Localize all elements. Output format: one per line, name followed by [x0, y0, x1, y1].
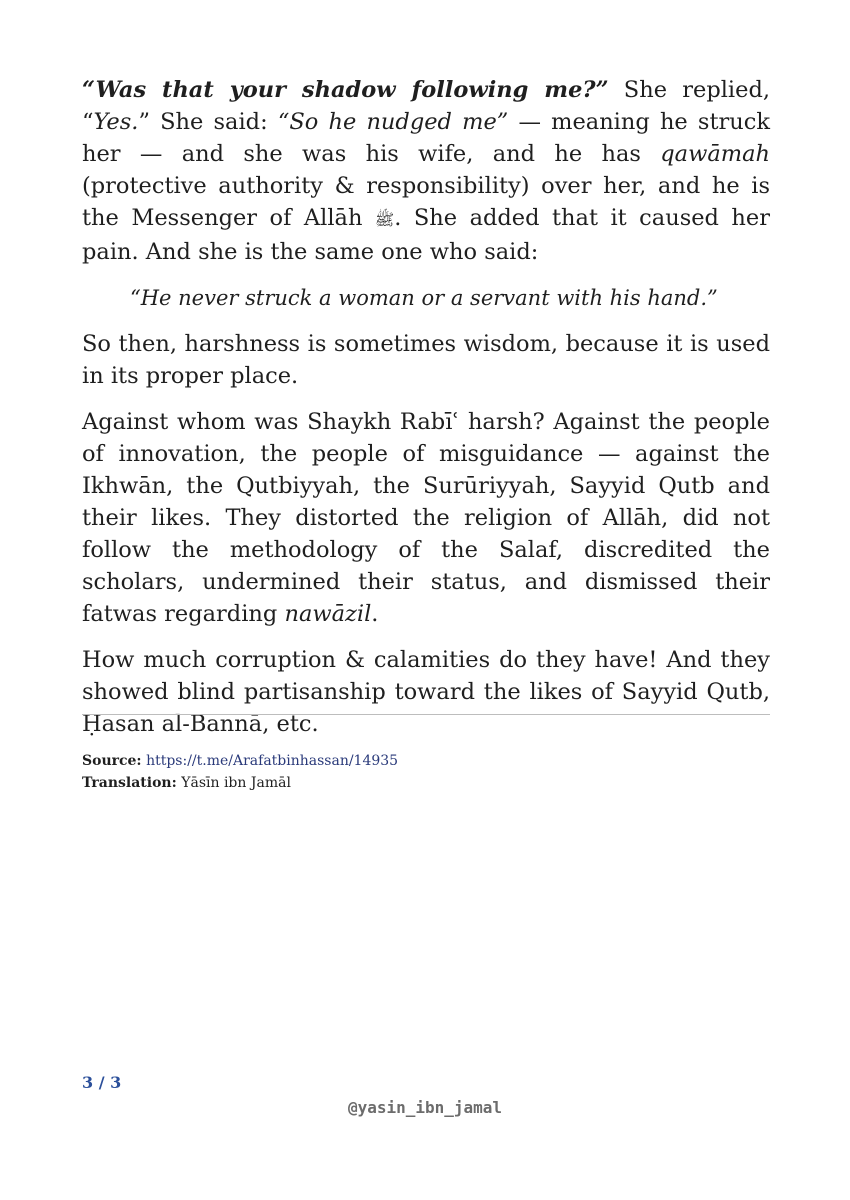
text-span: She replied, “ — [82, 77, 770, 135]
block-quote: “He never struck a woman or a servant with his hand.” — [130, 286, 718, 310]
source-label: Source: — [82, 753, 142, 769]
paragraph-3 — [82, 406, 770, 630]
term-nawazil: nawāzil — [284, 601, 372, 627]
text-span: — meaning he struck her — and she was his wife, and he has — [82, 109, 770, 167]
paragraph-2: So then, harshness is sometimes wisdom, because it is used in its proper place. — [82, 331, 770, 389]
term-qawamah: qawāmah — [660, 141, 770, 167]
translation-label: Translation: — [82, 775, 177, 791]
quote-nudged: “So he nudged me” — [277, 109, 509, 135]
paragraph-1 — [82, 74, 770, 268]
translator-name: Yāsīn ibn Jamāl — [181, 775, 291, 791]
divider — [82, 714, 770, 715]
text-span: . — [371, 601, 379, 627]
article-body — [82, 74, 770, 754]
source-line — [82, 750, 770, 772]
quote-yes: Yes. — [93, 109, 139, 135]
author-handle: @yasin_ibn_jamal — [347, 1098, 503, 1117]
text-span: . She added that it caused her pain. And she is the same one who said: — [82, 205, 770, 265]
source-link[interactable]: https://t.me/Arafatbinhassan/14935 — [146, 753, 399, 769]
paragraph-4: How much corruption & calamities do they have! And they showed blind partisanship toward the likes of Sayyid Qutb, Ḥasan al-Bannā, etc. — [82, 647, 770, 737]
text-span: ” She said: — [138, 109, 278, 135]
quote-shadow: “Was that your shadow following me?” — [82, 77, 609, 103]
text-span: Against whom was Shaykh Rabīʿ harsh? Against the people of innovation, the people of misguidance — against the Ikhwān, the Qutbiyyah, the Surūriyyah, Sayyid Qutb and their likes. They distorted the religion of Allāh, did not follow the methodology of the Salaf, discredited the scholars, undermined their status, and dismissed their fatwas regarding — [82, 409, 770, 627]
translation-line — [82, 772, 770, 794]
page-number: 3 / 3 — [82, 1073, 122, 1092]
text-span: (protective authority & responsibility) over her, and he is the Messenger of Allāh — [82, 173, 770, 231]
source-block — [82, 750, 770, 794]
salawat-glyph: ﷺ — [374, 210, 395, 229]
